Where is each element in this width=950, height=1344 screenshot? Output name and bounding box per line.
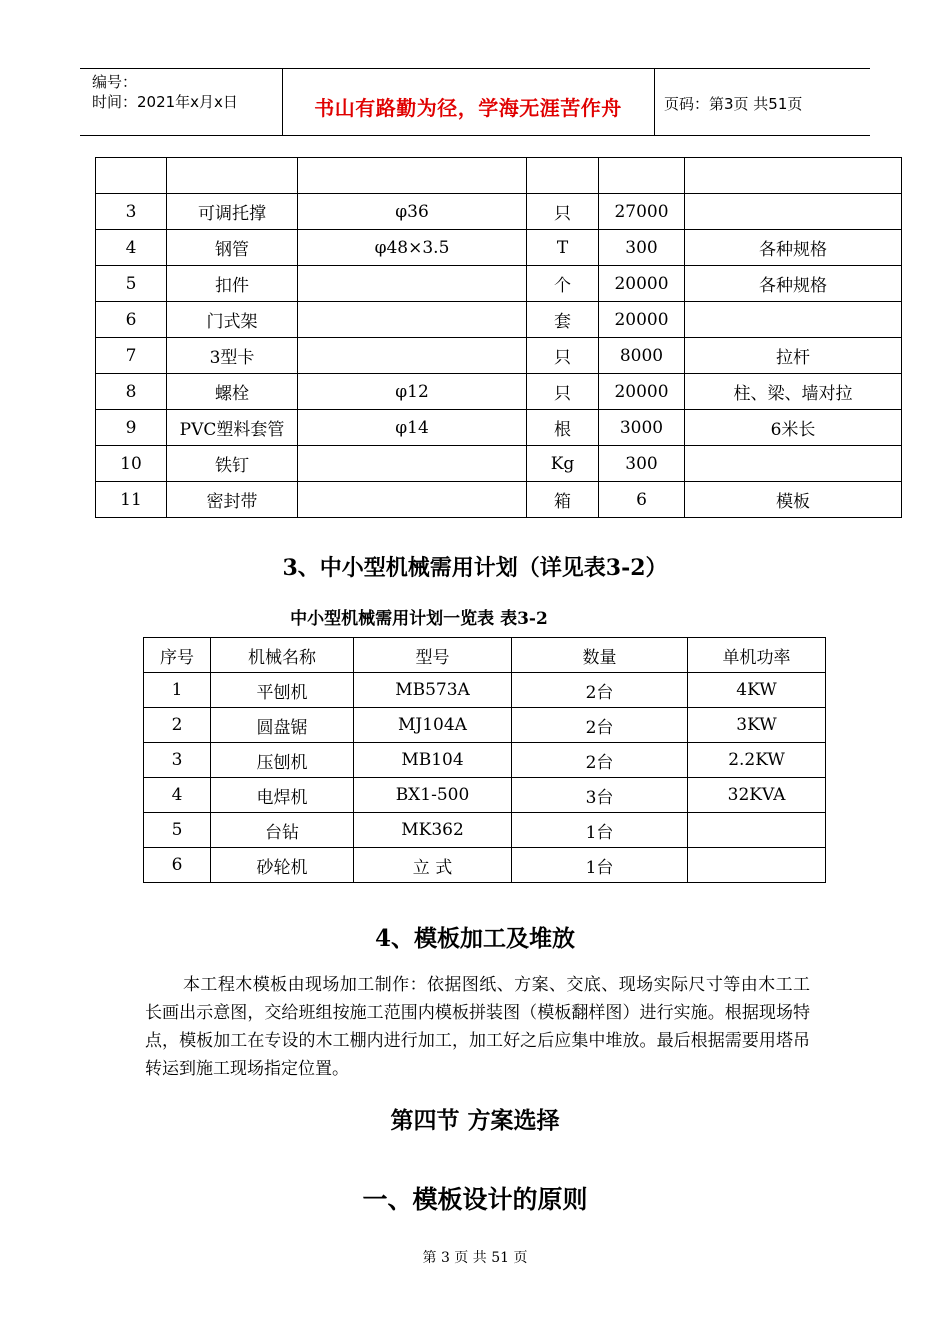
table-cell: 砂轮机 [211,848,354,883]
table-cell: 4 [96,230,167,266]
table-cell: 铁钉 [167,446,298,482]
table-cell: Kg [527,446,599,482]
table-cell: 4KW [688,673,826,708]
table-cell [688,813,826,848]
table-cell: 各种规格 [685,230,902,266]
table-cell: 1台 [512,848,688,883]
table-cell: 3000 [599,410,685,446]
table-cell: 密封带 [167,482,298,518]
table-cell: 箱 [527,482,599,518]
header-motto: 书山有路勤为径，学海无涯苦作舟 [314,96,622,120]
table-cell: MB104 [354,743,512,778]
table-cell [298,446,527,482]
table-cell: φ14 [298,410,527,446]
table-cell: 1台 [512,813,688,848]
table-cell: 6 [599,482,685,518]
table-cell: 4 [144,778,211,813]
table-cell: 3型卡 [167,338,298,374]
table-cell: 20000 [599,302,685,338]
table-row [144,778,826,813]
table-cell: 8000 [599,338,685,374]
table-row [96,230,902,266]
table-cell: 2.2KW [688,743,826,778]
machinery-table [143,637,826,883]
table-cell: PVC塑料套管 [167,410,298,446]
page-footer: 第 3 页 共 51 页 [422,1250,528,1266]
table-cell [685,302,902,338]
table-cell: 32KVA [688,778,826,813]
column-header: 单机功率 [688,638,826,673]
table-cell: 立 式 [354,848,512,883]
table-row [96,194,902,230]
table-cell: MJ104A [354,708,512,743]
table-cell: 各种规格 [685,266,902,302]
table-cell: 柱、梁、墙对拉 [685,374,902,410]
table-cell: 5 [96,266,167,302]
table-cell [298,302,527,338]
table-cell: 圆盘锯 [211,708,354,743]
table-cell: 1 [144,673,211,708]
table-cell: 10 [96,446,167,482]
table-cell: 电焊机 [211,778,354,813]
table-cell: 模板 [685,482,902,518]
table-cell: φ12 [298,374,527,410]
header-top-rule [80,68,870,69]
section3-table-caption: 中小型机械需用计划一览表 表3-2 [290,609,548,629]
table-cell [96,158,167,194]
table-row [96,374,902,410]
table-cell: 扣件 [167,266,298,302]
table-cell: 6 [96,302,167,338]
header-time-label: 时间：2021年x月x日 [92,93,238,111]
table-cell: 只 [527,194,599,230]
table-cell: 11 [96,482,167,518]
table-row [144,848,826,883]
table-cell: 拉杆 [685,338,902,374]
table-cell [298,338,527,374]
table-cell: 门式架 [167,302,298,338]
table-cell [298,266,527,302]
table-cell: 套 [527,302,599,338]
table-cell: T [527,230,599,266]
section-node4-heading: 第四节 方案选择 [390,1107,560,1134]
table-cell: 300 [599,230,685,266]
header-number-label: 编号： [92,73,138,91]
column-header: 机械名称 [211,638,354,673]
table-row [144,673,826,708]
column-header: 型号 [354,638,512,673]
table-cell [599,158,685,194]
table-cell: 台钻 [211,813,354,848]
table-cell: 2台 [512,673,688,708]
table-cell: φ48×3.5 [298,230,527,266]
table-cell: 钢管 [167,230,298,266]
table-cell: 7 [96,338,167,374]
column-header: 序号 [144,638,211,673]
materials-table [95,157,902,518]
section4-heading: 4、模板加工及堆放 [374,925,575,952]
header-bottom-rule [80,135,870,136]
header-page-label: 页码：第3页 共51页 [664,95,803,113]
table-cell: 螺栓 [167,374,298,410]
table-row [144,708,826,743]
table-cell: 6 [144,848,211,883]
table-cell: 3 [96,194,167,230]
table-cell: MK362 [354,813,512,848]
table-cell: 3KW [688,708,826,743]
table-cell [685,194,902,230]
table-cell [685,158,902,194]
table-row [144,743,826,778]
table-cell: 平刨机 [211,673,354,708]
table-cell: 6米长 [685,410,902,446]
section4-paragraph: 本工程木模板由现场加工制作：依据图纸、方案、交底、现场实际尺寸等由木工工长画出示意图，交给班组按施工范围内模板拼装图（模板翻样图）进行实施。根据现场特点，模板加工在专设的木工棚内进行加工，加工好之后应集中堆放。最后根据需要用塔吊转运到施工现场指定位置。 [145,975,810,1079]
table-header-row [144,638,826,673]
table-cell: 根 [527,410,599,446]
table-cell: 27000 [599,194,685,230]
table-cell: 3 [144,743,211,778]
table-cell: BX1-500 [354,778,512,813]
table-cell [685,446,902,482]
table-cell: 只 [527,338,599,374]
table-cell: 9 [96,410,167,446]
table-cell: 300 [599,446,685,482]
table-cell: 2 [144,708,211,743]
table-row [144,813,826,848]
table-row [96,158,902,194]
table-cell [167,158,298,194]
table-cell: 20000 [599,374,685,410]
table-cell: 5 [144,813,211,848]
table-cell: φ36 [298,194,527,230]
header-divider-right [654,68,655,136]
table-cell: 只 [527,374,599,410]
table-row [96,302,902,338]
table-cell: 2台 [512,743,688,778]
table-cell: 2台 [512,708,688,743]
table-cell: 8 [96,374,167,410]
table-cell: 可调托撑 [167,194,298,230]
table-cell: MB573A [354,673,512,708]
section-one-heading: 一、模板设计的原则 [362,1185,588,1214]
table-cell: 压刨机 [211,743,354,778]
table-row [96,266,902,302]
table-cell [298,482,527,518]
table-cell: 3台 [512,778,688,813]
table-row [96,410,902,446]
table-cell: 20000 [599,266,685,302]
section3-heading: 3、中小型机械需用计划（详见表3-2） [282,555,668,581]
column-header: 数量 [512,638,688,673]
table-row [96,338,902,374]
table-row [96,482,902,518]
table-row [96,446,902,482]
table-cell [298,158,527,194]
table-cell [527,158,599,194]
header-info [92,72,238,112]
table-cell: 个 [527,266,599,302]
table-cell [688,848,826,883]
